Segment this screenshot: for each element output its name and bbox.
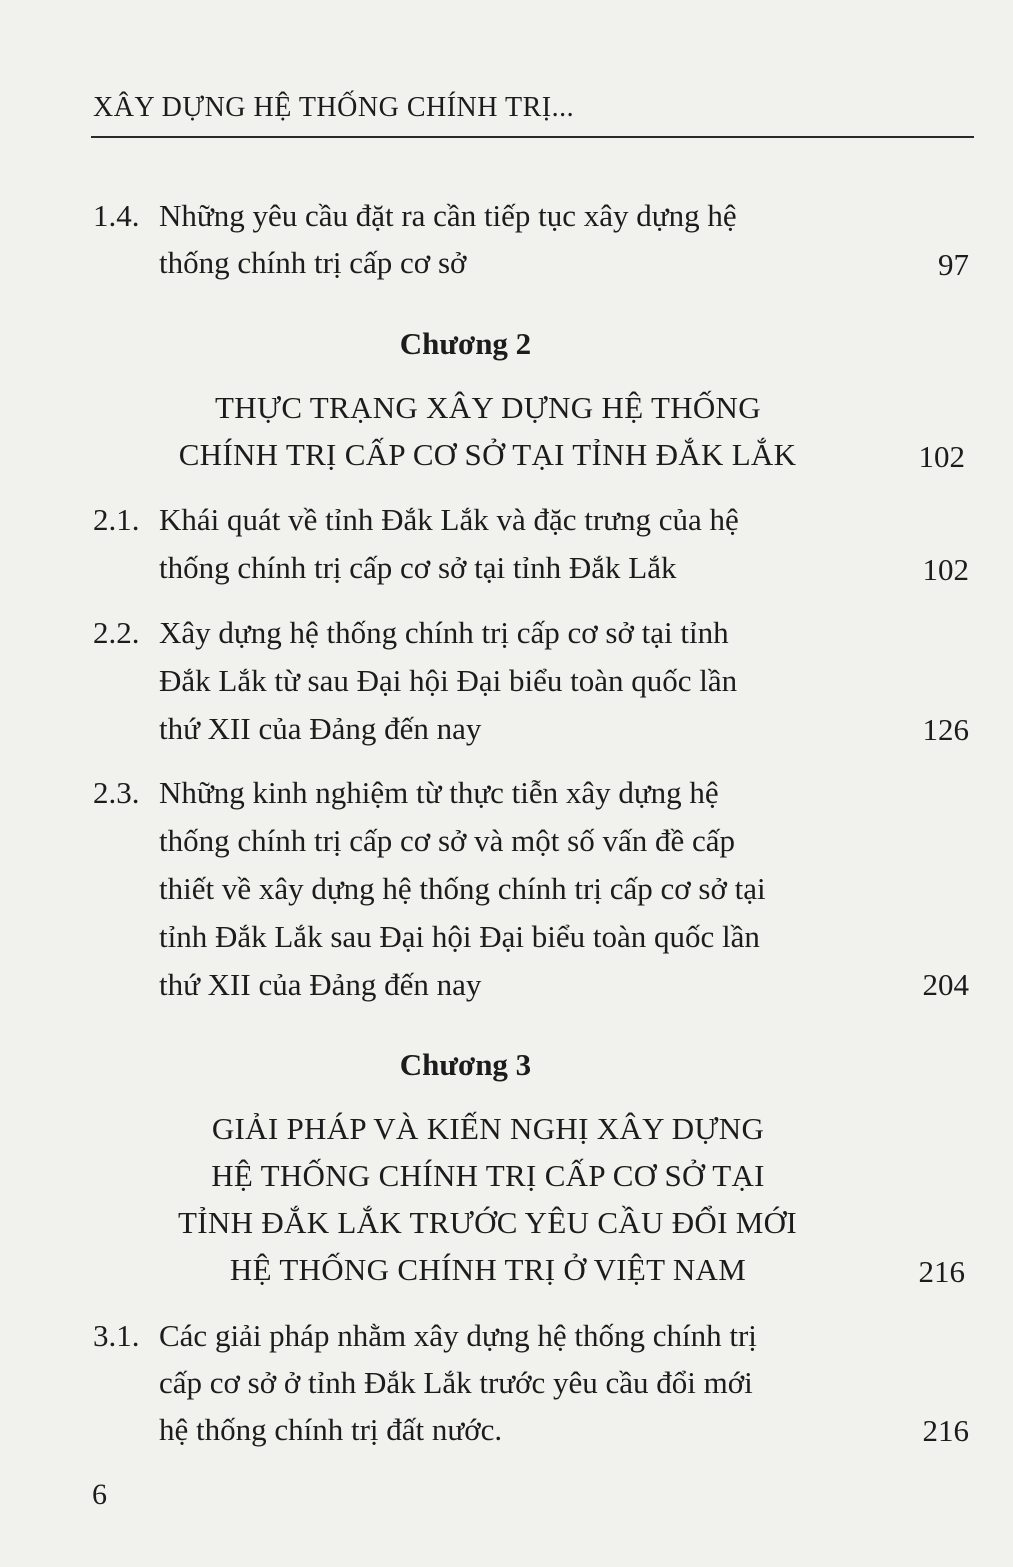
chapter-title-line: THỰC TRẠNG XÂY DỰNG HỆ THỐNG: [215, 390, 761, 425]
chapter-3-label: Chương 3: [399, 1047, 532, 1082]
chapter-page-number: 216: [918, 1254, 965, 1289]
page-number: 6: [92, 1478, 107, 1511]
entry-page-number: 216: [922, 1413, 969, 1448]
entry-line: hệ thống chính trị đất nước.: [159, 1412, 503, 1447]
chapter-page-number: 102: [918, 439, 965, 474]
entry-line: Những kinh nghiệm từ thực tiễn xây dựng hệ: [159, 775, 719, 810]
chapter-title-line: HỆ THỐNG CHÍNH TRỊ CẤP CƠ SỞ TẠI: [211, 1158, 765, 1193]
entry-number: 3.1.: [93, 1318, 140, 1353]
entry-line: Đắk Lắk từ sau Đại hội Đại biểu toàn quốc lần: [159, 663, 738, 698]
chapter-title-line: GIẢI PHÁP VÀ KIẾN NGHỊ XÂY DỰNG: [211, 1111, 765, 1146]
entry-line: tỉnh Đắk Lắk sau Đại hội Đại biểu toàn quốc lần: [159, 919, 760, 954]
entry-line: thứ XII của Đảng đến nay: [159, 967, 482, 1002]
entry-line: cấp cơ sở ở tỉnh Đắk Lắk trước yêu cầu đổi mới: [159, 1365, 753, 1400]
entry-line: Xây dựng hệ thống chính trị cấp cơ sở tại tỉnh: [159, 615, 729, 650]
chapter-title-line: TỈNH ĐẮK LẮK TRƯỚC YÊU CẦU ĐỔI MỚI: [178, 1205, 797, 1240]
entry-line: thiết về xây dựng hệ thống chính trị cấp cơ sở tại: [159, 871, 766, 906]
header-rule: [91, 136, 974, 138]
chapter-title-line: CHÍNH TRỊ CẤP CƠ SỞ TẠI TỈNH ĐẮK LẮK: [178, 437, 797, 472]
entry-line: thứ XII của Đảng đến nay: [159, 711, 482, 746]
entry-number: 2.1.: [93, 502, 140, 537]
entry-line: thống chính trị cấp cơ sở và một số vấn đề cấp: [159, 823, 735, 858]
entry-page-number: 204: [922, 967, 969, 1002]
entry-line: thống chính trị cấp cơ sở tại tỉnh Đắk Lắk: [159, 550, 677, 585]
entry-line: Những yêu cầu đặt ra cần tiếp tục xây dựng hệ: [159, 198, 737, 233]
entry-line: Các giải pháp nhằm xây dựng hệ thống chính trị: [159, 1318, 757, 1353]
entry-line: thống chính trị cấp cơ sở: [159, 245, 467, 280]
chapter-title-line: HỆ THỐNG CHÍNH TRỊ Ở VIỆT NAM: [229, 1252, 747, 1287]
entry-page-number: 126: [922, 712, 969, 747]
entry-page-number: 102: [922, 552, 969, 587]
running-header: XÂY DỰNG HỆ THỐNG CHÍNH TRỊ...: [93, 92, 575, 123]
entry-page-number: 97: [938, 247, 969, 282]
entry-number: 1.4.: [93, 198, 140, 233]
chapter-2-label: Chương 2: [399, 326, 532, 361]
entry-number: 2.2.: [93, 615, 140, 650]
entry-number: 2.3.: [93, 775, 140, 810]
entry-line: Khái quát về tỉnh Đắk Lắk và đặc trưng của hệ: [159, 502, 739, 537]
